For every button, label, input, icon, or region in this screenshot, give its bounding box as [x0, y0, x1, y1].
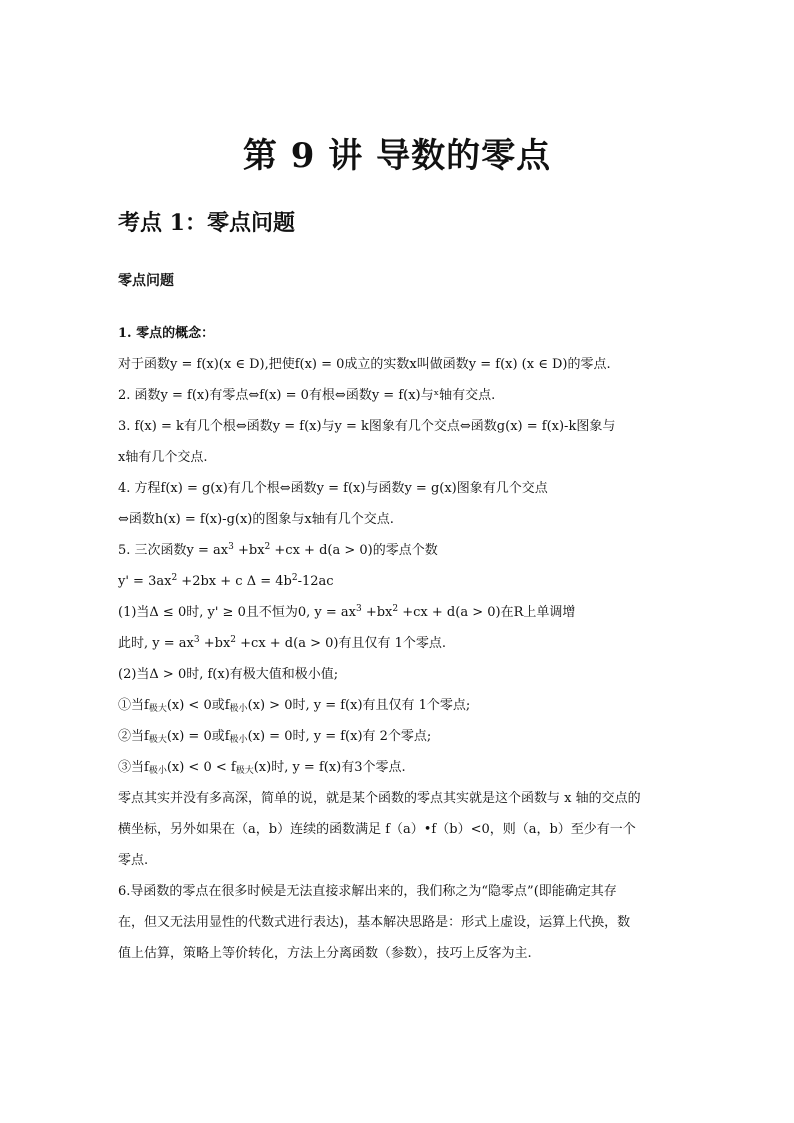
line-19: 6.导函数的零点在很多时候是无法直接求解出来的，我们称之为“隐零点”(即能确定其存: [118, 884, 617, 899]
line-10: [118, 597, 678, 628]
subsection-title: 零点问题: [118, 273, 174, 289]
line-10-exp-2: 2: [392, 604, 399, 614]
line-8-c: +cx + d(a > 0)的零点个数: [270, 543, 438, 558]
document-title: 第 9 讲 导数的零点: [242, 136, 552, 176]
line-13-sub-1: 极大: [148, 704, 167, 714]
line-9-b: +2bx + c Δ = 4b: [177, 574, 292, 589]
line-11-c: +cx + d(a > 0)有且仅有 1个零点.: [236, 636, 446, 651]
line-8: [118, 535, 678, 566]
line-10-c: +cx + d(a > 0)在R上单调增: [398, 605, 576, 620]
line-8-exp-1: 3: [228, 542, 234, 552]
line-15-sub-2: 极大: [235, 766, 254, 776]
line-8-exp-2: 2: [264, 542, 271, 552]
line-12: (2)当Δ > 0时, f(x)有极大值和极小值;: [118, 667, 339, 682]
line-8-b: +bx: [233, 543, 265, 558]
line-13-sub-2: 极小: [229, 704, 248, 714]
line-17: 横坐标，另外如果在（a，b）连续的函数满足 f（a）•f（b）<0，则（a，b）至少有一个: [118, 822, 636, 837]
line-3: 2. 函数y = f(x)有零点⇔f(x) = 0有根⇔函数y = f(x)与ˣ轴有交点.: [118, 388, 496, 403]
line-14-b: (x) = 0或f: [166, 729, 230, 744]
section-title: 考点 1：零点问题: [118, 210, 295, 236]
line-10-a: (1)当Δ ≤ 0时, y' ≥ 0且不恒为0, y = ax: [118, 605, 356, 620]
line-2: 对于函数y = f(x)(x ∈ D),把使f(x) = 0成立的实数x叫做函数y = f(x) (x ∈ D)的零点.: [118, 357, 611, 372]
line-11-exp-2: 2: [230, 635, 237, 645]
line-13-b: (x) < 0或f: [166, 698, 230, 713]
line-14: [118, 721, 678, 752]
line-9-a: y' = 3ax: [118, 574, 172, 589]
document-content: [118, 318, 678, 969]
line-14-c: (x) = 0时, y = f(x)有 2个零点;: [247, 729, 432, 744]
line-15-b: (x) < 0 < f: [166, 760, 236, 775]
line-9-exp-2: 2: [291, 573, 298, 583]
line-15-c: (x)时, y = f(x)有3个零点.: [253, 760, 406, 775]
line-13-a: ①当f: [118, 698, 149, 713]
line-8-a: 5. 三次函数y = ax: [118, 543, 229, 558]
line-11-exp-1: 3: [193, 635, 200, 645]
line-4: 3. f(x) = k有几个根⇔函数y = f(x)与y = k图象有几个交点⇔函数g(x) = f(x)-k图象与: [118, 419, 616, 434]
line-11-b: +bx: [199, 636, 231, 651]
line-9-exp-1: 2: [171, 573, 178, 583]
line-5: x轴有几个交点.: [118, 450, 208, 465]
line-16: 零点其实并没有多高深，简单的说，就是某个函数的零点其实就是这个函数与 x 轴的交点的: [118, 791, 641, 806]
line-13: [118, 690, 678, 721]
line-11: [118, 628, 678, 659]
line-1: 1. 零点的概念：: [118, 326, 215, 341]
line-6: 4. 方程f(x) = g(x)有几个根⇔函数y = f(x)与函数y = g(x)图象有几个交点: [118, 481, 548, 496]
line-15-a: ③当f: [118, 760, 149, 775]
line-21: 值上估算，策略上等价转化，方法上分离函数（参数），技巧上反客为主.: [118, 946, 532, 961]
line-10-exp-1: 3: [355, 604, 362, 614]
line-15: [118, 752, 678, 783]
line-13-c: (x) > 0时, y = f(x)有且仅有 1个零点;: [247, 698, 471, 713]
line-9-c: -12ac: [297, 574, 334, 589]
line-10-b: +bx: [361, 605, 393, 620]
line-20: 在，但又无法用显性的代数式进行表达)，基本解决思路是：形式上虚设，运算上代换，数: [118, 915, 631, 930]
line-7: ⇔函数h(x) = f(x)-g(x)的图象与x轴有几个交点.: [118, 512, 394, 527]
line-14-sub-2: 极小: [229, 735, 248, 745]
line-11-a: 此时, y = ax: [118, 636, 194, 651]
line-15-sub-1: 极小: [148, 766, 167, 776]
line-18: 零点.: [118, 853, 149, 868]
line-14-a: ②当f: [118, 729, 149, 744]
line-14-sub-1: 极大: [148, 735, 167, 745]
line-9: [118, 566, 678, 597]
